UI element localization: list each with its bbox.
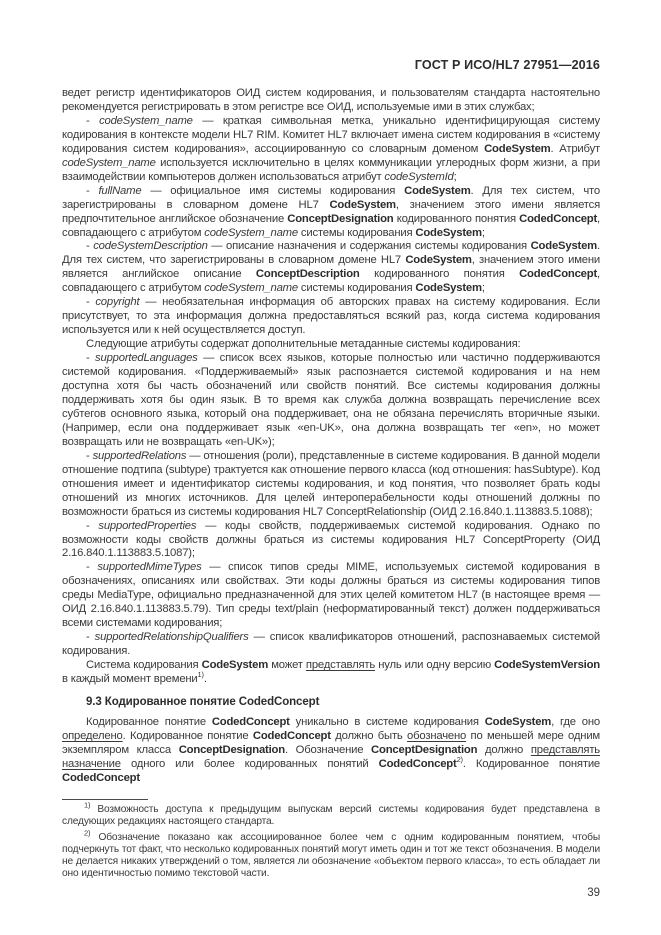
paragraph: Следующие атрибуты содержат дополнительные метаданные системы кодирования:	[86, 338, 521, 351]
footnote-1: $^{1)}$ Возможность доступа к предыдущим выпускам версий системы кодирования будет представлена в следующих редакциях настоящего стандарта.	[62, 800, 600, 827]
list-item-supportedlanguages: - supportedLanguages — список всех языков, которые полностью или частично поддерживаются системой кодирования. «Поддерживаемый» язык распознается системой кодирования и на нем доступна хотя бы часть обозначений или свойств понятий. Все системы кодирования должны поддерживать хотя бы один язык. В то время как служба должна возвращать перечисление всех субтегов основного языка, который она поддерживает, она не обязана перечислять вторичные языки. (Например, если она поддерживает язык «en-UK», она должна возвращать тег «en», но может возвращать или не возвращать «en-UK»);	[62, 352, 600, 448]
page-number: 39	[587, 887, 600, 900]
list-item-supportedrelations: - supportedRelations — отношения (роли), представленные в системе кодирования. В данной модели отношение подтипа (subtype) трактуется как отношение первого класса (код отношения: hasSubtype). Код отношения имеет и идентификатор системы кодирования, и код понятия, что позволяет брать коды отношений из многих источников. Для целей интероперабельности коды отношений должны по возможности браться из системы кодирования HL7 ConceptRelationship (ОИД 2.16.840.1.113883.5.1088);	[62, 449, 600, 518]
document-body	[62, 87, 600, 786]
footnote-divider	[62, 799, 148, 800]
list-item-codesystem-name: - codeSystem_name — краткая символьная метка, уникально идентифицирующая систему кодирования в контексте модели HL7 RIM. Комитет HL7 включает имена систем кодирования в «систему кодирования систем кодирования», ассоциированную со словарным доменом CodeSystem. Атрибут codeSystem_name используется исключительно в целях коммуникации углеродных форм жизни, а при взаимодействии компьютеров должен использоваться атрибут codeSystemId;	[62, 114, 600, 183]
list-item-copyright: - copyright — необязательная информация об авторских правах на систему кодирования. Если присутствует, то эта информация должна предоставляться всякий раз, когда система кодирования используется или к ней осуществляется доступ.	[62, 296, 600, 337]
section-heading: 9.3 Кодированное понятие CodedConcept	[86, 695, 320, 708]
list-item-supportedrelationshipqualifiers: - supportedRelationshipQualifiers — список квалификаторов отношений, распознаваемых системой кодирования.	[62, 631, 600, 658]
paragraph: ведет регистр идентификаторов ОИД систем кодирования, и пользователям стандарта настоятельно рекомендуется регистрировать в этом регистре все ОИД, используемые ими в этих службах;	[62, 87, 600, 113]
list-item-codesystemdescription: - codeSystemDescription — описание назначения и содержания системы кодирования CodeSystem. Для тех систем, что зарегистрированы в словарном домене HL7 CodeSystem, значением этого имени является английское описание ConceptDescription кодированного понятия CodedConcept, совпадающего с атрибутом codeSystem_name системы кодирования CodeSystem;	[62, 240, 600, 295]
list-item-fullname: - fullName — официальное имя системы кодирования CodeSystem. Для тех систем, что зарегистрированы в словарном домене HL7 CodeSystem, значением этого имени является предпочтительное английское обозначение ConceptDesignation кодированного понятия CodedConcept, совпадающего с атрибутом codeSystem_name системы кодирования CodeSystem;	[62, 184, 600, 239]
paragraph: Кодированное понятие CodedConcept уникально в системе кодирования CodeSystem, где оно определено. Кодированное понятие CodedConcept должно быть обозначено по меньшей мере одним экземпляром класса ConceptDesignation. Обозначение ConceptDesignation должно представлять назначение одного или более кодированных понятий CodedConcept$^{2)}$. Кодированное понятие CodedConcept	[62, 715, 601, 784]
page-header: ГОСТ Р ИСО/HL7 27951—2016	[414, 58, 600, 72]
paragraph: Система кодирования CodeSystem может представлять нуль или одну версию CodeSystemVersion в каждый момент времени$^{1)}$.	[62, 659, 600, 686]
list-item-supportedproperties: - supportedProperties — коды свойств, поддерживаемых системой кодирования. Однако по возможности коды свойств должны браться из системы кодирования HL7 ConceptProperty (ОИД 2.16.840.1.113883.5.1087);	[62, 519, 600, 560]
list-item-supportedmimetypes: - supportedMimeTypes — список типов среды MIME, используемых системой кодирования в обозначениях, описаниях или свойствах. Эти коды должны браться из системы кодирования типов среды MediaType, официально предназначенной для этих целей комитетом HL7 (в настоящее время — ОИД 2.16.840.1.113883.5.79). Тип среды text/plain (неформатированный текст) должен поддерживаться всеми системами кодирования;	[62, 561, 600, 630]
footnote-2: $^{2)}$ Обозначение показано как ассоциированное более чем с одним кодированным понятием, чтобы подчеркнуть тот факт, что несколько кодированных понятий могут иметь один и тот же текст обозначения. В модели не делается никаких утверждений о том, является ли обозначение «объектом первого класса», то есть обладает ли оно идентичностью помимо текстовой части.	[62, 828, 600, 880]
